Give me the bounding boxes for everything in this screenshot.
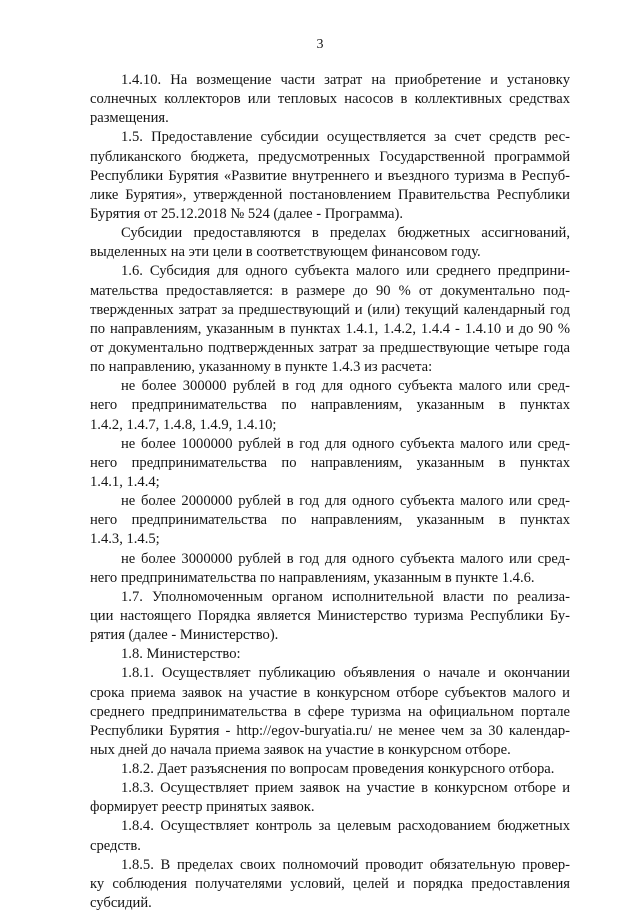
text-line: 1.5. Предоставление субсидии осуществляется за счет средств рес- bbox=[121, 129, 570, 146]
text-line: среднего предпринимательства в сфере туризма на официальном портале bbox=[90, 703, 570, 720]
text-line: ции настоящего Порядка является Министерство туризма Республики Бу- bbox=[90, 607, 570, 624]
document-body bbox=[90, 71, 570, 913]
text-line: размещения. bbox=[90, 110, 169, 127]
text-line: него предпринимательства по направлениям, указанным в пунктах bbox=[90, 454, 570, 471]
text-line: Субсидии предоставляются в пределах бюджетных ассигнований, bbox=[121, 225, 570, 242]
text-line: субсидий. bbox=[90, 895, 152, 912]
text-line: средств. bbox=[90, 837, 141, 854]
text-line: рятия (далее - Министерство). bbox=[90, 627, 279, 644]
text-line: не более 3000000 рублей в год для одного субъекта малого или сред- bbox=[121, 550, 570, 567]
text-line: 1.6. Субсидия для одного субъекта малого или среднего предприни- bbox=[121, 263, 570, 280]
text-line: него предпринимательства по направлениям, указанным в пунктах bbox=[90, 397, 570, 414]
text-line: не более 300000 рублей в год для одного субъекта малого или сред- bbox=[121, 378, 570, 395]
text-line: Республики Бурятия «Развитие внутреннего и въездного туризма в Респуб- bbox=[90, 167, 570, 184]
text-line: 1.8.3. Осуществляет прием заявок на участие в конкурсном отборе и bbox=[121, 780, 570, 797]
text-line: выделенных на эти цели в соответствующем финансовом году. bbox=[90, 244, 481, 261]
text-line: формирует реестр принятых заявок. bbox=[90, 799, 315, 816]
text-line: 1.8.2. Дает разъяснения по вопросам проведения конкурсного отбора. bbox=[121, 761, 555, 778]
text-line: 1.8. Министерство: bbox=[121, 646, 241, 663]
text-line: ных дней до начала приема заявок на участие в конкурсном отборе. bbox=[90, 741, 511, 758]
text-line: 1.8.5. В пределах своих полномочий проводит обязательную провер- bbox=[121, 856, 570, 873]
text-line: не более 1000000 рублей в год для одного субъекта малого или сред- bbox=[121, 435, 570, 452]
text-line: Республики Бурятия - http://egov-buryatia.ru/ не менее чем за 30 календар- bbox=[90, 722, 570, 739]
page-number: 3 bbox=[316, 37, 324, 52]
text-line: 1.4.3, 1.4.5; bbox=[90, 531, 160, 548]
text-line: него предпринимательства по направлениям, указанным в пунктах bbox=[90, 512, 570, 529]
text-line: 1.8.1. Осуществляет публикацию объявления о начале и окончании bbox=[121, 665, 570, 682]
text-line: по направлениям, указанным в пунктах 1.4.1, 1.4.2, 1.4.4 - 1.4.10 и до 90 % bbox=[90, 320, 570, 337]
text-line: ку соблюдения получателями условий, целей и порядка предоставления bbox=[90, 875, 570, 892]
text-line: твержденных затрат за предшествующий и (или) текущий календарный год bbox=[90, 301, 570, 318]
text-line: 1.4.1, 1.4.4; bbox=[90, 473, 160, 490]
text-line: публиканского бюджета, предусмотренных Государственной программой bbox=[90, 148, 570, 165]
text-line: Бурятия от 25.12.2018 № 524 (далее - Программа). bbox=[90, 205, 403, 222]
text-line: мательства предоставляется: в размере до 90 % от документально под- bbox=[90, 282, 570, 299]
text-line: 1.4.2, 1.4.7, 1.4.8, 1.4.9, 1.4.10; bbox=[90, 416, 277, 433]
text-line: 1.7. Уполномоченным органом исполнительной власти по реализа- bbox=[121, 588, 570, 605]
text-line: не более 2000000 рублей в год для одного субъекта малого или сред- bbox=[121, 493, 570, 510]
text-line: от документально подтвержденных затрат за предшествующие четыре года bbox=[90, 339, 570, 356]
text-line: 1.8.4. Осуществляет контроль за целевым расходованием бюджетных bbox=[121, 818, 570, 835]
text-line: него предпринимательства по направлениям, указанным в пункте 1.4.6. bbox=[90, 569, 535, 586]
text-line: лике Бурятия», утвержденной постановлением Правительства Республики bbox=[90, 186, 570, 203]
text-line: 1.4.10. На возмещение части затрат на приобретение и установку bbox=[121, 72, 570, 88]
text-line: солнечных коллекторов или тепловых насосов в коллективных средствах bbox=[90, 91, 570, 108]
text-line: по направлению, указанному в пункте 1.4.3 из расчета: bbox=[90, 359, 433, 376]
text-line: срока приема заявок на участие в конкурсном отборе субъектов малого и bbox=[90, 684, 570, 701]
